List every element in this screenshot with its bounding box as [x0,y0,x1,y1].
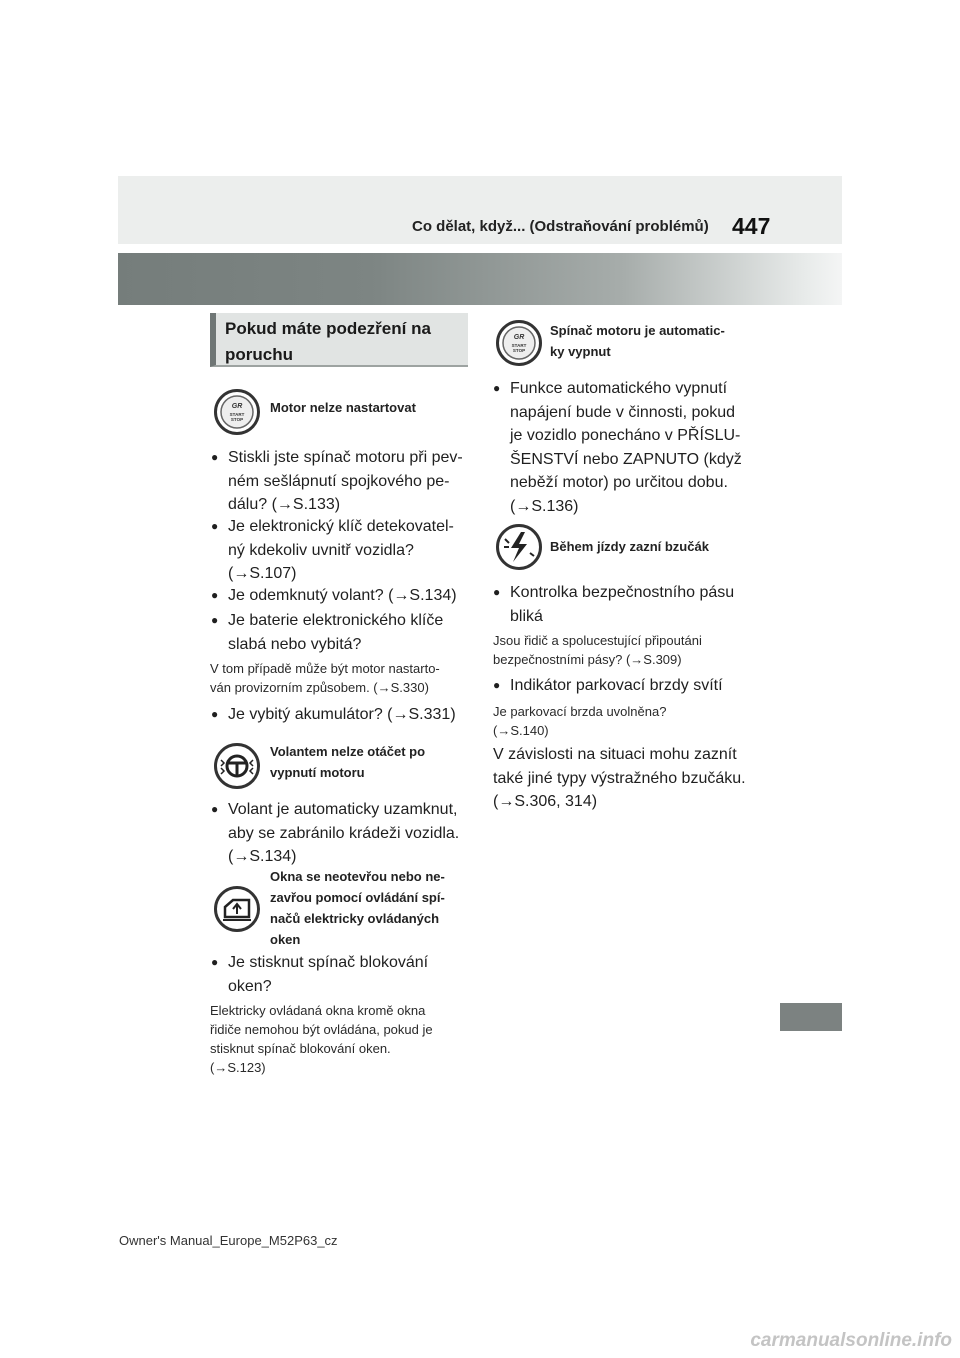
closing-paragraph: V závislosti na situaci mohu zaznít také jiné typy výstražného bzučáku. (→S.306, 314) [493,746,746,810]
icon-text: START [511,343,527,348]
note-text: Je parkovací brzda uvolněna? (→S.140) [493,704,667,738]
list-item: ● Je elektronický klíč detekovatel- ný kdekoliv uvnitř vozidla? (→S.107) [211,515,498,586]
header-gradient-band [118,253,842,305]
icon-text: START [229,412,245,417]
buzzer-warning-icon [496,524,542,570]
symptom-label: Motor nelze nastartovat [270,400,416,415]
symptom-label: Spínač motoru je automatic- ky vypnut [550,323,725,359]
page-number: 447 [732,213,771,239]
symptom-label: Během jízdy zazní bzučák [550,539,709,554]
list-item: ● Indikátor parkovací brzdy svítí [493,674,790,698]
list-item: ● Je odemknutý volant? (→S.134) [211,584,498,608]
list-item: ● Je baterie elektronického klíče slabá nebo vybitá? [211,609,498,656]
section-heading-line: Pokud máte podezření na [225,319,431,338]
symptom-label: Okna se neotevřou nebo ne- zavřou pomocí ovládání spí- načů elektricky ovládaných oken [270,869,445,947]
list-item: ● Volant je automaticky uzamknut, aby se zabránilo krádeži vozidla. (→S.134) [211,798,498,869]
note-text: V tom případě může být motor nastarto- ván provizorním způsobem. (→S.330) [210,661,440,695]
svg-text:GR: GR [231,403,243,410]
list-item: ● Je vybitý akumulátor? (→S.331) [211,703,498,727]
footer-text: Owner's Manual_Europe_M52P63_cz [119,1233,338,1248]
power-window-icon [214,886,260,932]
list-item: ● Kontrolka bezpečnostního pásu bliká [493,581,790,628]
start-stop-button-icon [496,320,542,366]
watermark: carmanualsonline.info [750,1330,952,1351]
list-item: ● Je stisknut spínač blokování oken? [211,951,498,998]
list-item: ● Funkce automatického vypnutí napájení bude v činnosti, pokud je vozidlo ponecháno v PŘÍSLU- ŠENSTVÍ nebo ZAPNUTO (když neběží motor) po určitou dobu. (→S.136) [493,377,790,518]
icon-text: STOP [512,348,526,353]
chapter-title: Co dělat, když... (Odstraňování problémů) [412,218,709,235]
start-stop-button-icon [214,389,260,435]
icon-text: STOP [230,417,244,422]
symptom-label: Volantem nelze otáčet po vypnutí motoru [270,744,426,780]
steering-lock-icon [214,743,260,789]
section-heading-line: poruchu [225,345,293,364]
note-text: Elektricky ovládaná okna kromě okna řidiče nemohou být ovládána, pokud je stisknut spínač blokování oken. (→S.123) [210,1003,433,1075]
list-item: ● Stiskli jste spínač motoru při pev- ném sešlápnutí spojkového pe- dálu? (→S.133) [211,446,498,517]
svg-text:GR: GR [513,334,525,341]
note-text: Jsou řidič a spolucestující připoutáni bezpečnostními pásy? (→S.309) [493,633,702,667]
chapter-side-tab [780,1003,842,1031]
section-heading [210,313,468,367]
